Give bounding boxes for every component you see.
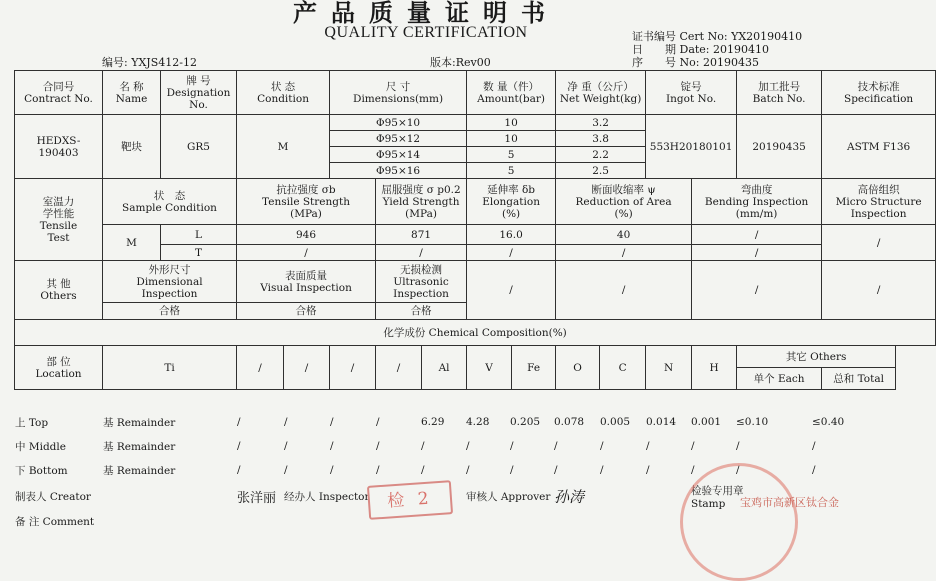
element-v: V <box>467 346 512 390</box>
visual-inspection-header: 表面质量 Visual Inspection <box>237 261 376 303</box>
doc-code: 编号: YXJS412-12 <box>102 56 197 69</box>
micro-structure-header: 高倍组织 Micro Structure Inspection <box>822 179 936 225</box>
element-h: H <box>692 346 737 390</box>
dimensions-header: 尺 寸 Dimensions(mm) <box>330 71 467 115</box>
bending-header: 弯曲度 Bending Inspection (mm/m) <box>692 179 822 225</box>
element-al: Al <box>422 346 467 390</box>
composition-cell: / <box>812 440 816 452</box>
cert-date: 日 期 Date: 20190410 <box>632 43 770 56</box>
composition-row-top <box>14 410 889 434</box>
contract-header: 合同号 Contract No. <box>15 71 103 115</box>
composition-cell: / <box>284 440 288 452</box>
composition-cell: 上 Top <box>15 416 49 429</box>
doc-version: 版本:Rev00 <box>430 56 491 69</box>
company-seal <box>680 463 798 581</box>
composition-cell: 0.001 <box>691 416 722 428</box>
dimension-cell: Φ95×10 <box>330 115 467 131</box>
visual-result: 合格 <box>237 303 376 320</box>
specification: ASTM F136 <box>822 115 936 179</box>
composition-cell: / <box>376 464 380 476</box>
others-composition-header: 其它 Others <box>737 346 896 368</box>
element-fe: Fe <box>512 346 556 390</box>
element-slot: / <box>330 346 376 390</box>
others-empty: / <box>467 261 556 320</box>
direction-l: L <box>161 225 237 245</box>
cert-serial: 序 号 No: 20190435 <box>632 56 759 69</box>
dimensional-result: 合格 <box>103 303 237 320</box>
composition-cell: 6.29 <box>421 416 445 428</box>
composition-cell: / <box>421 440 425 452</box>
dimensional-inspection-header: 外形尺寸 Dimensional Inspection <box>103 261 237 303</box>
composition-cell: / <box>284 416 288 428</box>
yield-strength-header: 屈服强度 σ p0.2 Yield Strength (MPa) <box>376 179 467 225</box>
element-slot: / <box>376 346 422 390</box>
composition-cell: / <box>466 440 470 452</box>
chemical-composition-title: 化学成份 Chemical Composition(%) <box>15 320 936 346</box>
element-ti: Ti <box>103 346 237 390</box>
composition-cell: / <box>646 440 650 452</box>
composition-cell: / <box>376 416 380 428</box>
reduction-header: 断面收缩率 ψ Reduction of Area (%) <box>556 179 692 225</box>
yield-l: 871 <box>376 225 467 245</box>
composition-cell: / <box>376 440 380 452</box>
composition-cell: / <box>691 464 695 476</box>
element-slot: / <box>237 346 284 390</box>
composition-cell: / <box>736 464 740 476</box>
amount-cell: 10 <box>467 115 556 131</box>
tensile-test-label: 室温力 学性能 Tensile Test <box>15 179 103 261</box>
composition-cell: / <box>466 464 470 476</box>
composition-cell: / <box>510 464 514 476</box>
tensile-l: 946 <box>237 225 376 245</box>
title-english: QUALITY CERTIFICATION <box>324 24 528 41</box>
composition-cell: 基 Remainder <box>103 440 176 453</box>
composition-cell: / <box>554 464 558 476</box>
ultrasonic-result: 合格 <box>376 303 467 320</box>
comment-label: 备 注 Comment <box>15 515 95 528</box>
sample-state: M <box>103 225 161 261</box>
element-o: O <box>556 346 600 390</box>
others-label: 其 他 Others <box>15 261 103 320</box>
dimension-cell: Φ95×14 <box>330 147 467 163</box>
dimension-cell: Φ95×16 <box>330 163 467 179</box>
composition-cell: / <box>691 440 695 452</box>
composition-cell: / <box>510 440 514 452</box>
composition-cell: 下 Bottom <box>15 464 68 477</box>
weight-cell: 3.8 <box>556 131 646 147</box>
ingot-no: 553H20180101 <box>646 115 737 179</box>
designation: GR5 <box>161 115 237 179</box>
bending-l: / <box>692 225 822 245</box>
seal-text: 宝鸡市高新区钛合金 <box>740 496 839 509</box>
location-header: 部 位 Location <box>15 346 103 390</box>
composition-cell: / <box>421 464 425 476</box>
composition-row-middle <box>14 434 889 458</box>
composition-cell: ≤0.10 <box>736 416 769 428</box>
total-header: 总和 Total <box>822 368 896 390</box>
name-header: 名 称 Name <box>103 71 161 115</box>
composition-cell: 4.28 <box>466 416 490 428</box>
composition-cell: 0.078 <box>554 416 585 428</box>
composition-cell: / <box>237 464 241 476</box>
composition-cell: 0.014 <box>646 416 677 428</box>
composition-cell: / <box>237 440 241 452</box>
composition-cell: / <box>600 464 604 476</box>
composition-cell: ≤0.40 <box>812 416 845 428</box>
composition-cell: / <box>237 416 241 428</box>
others-empty: / <box>692 261 822 320</box>
weight-header: 净 重（公斤） Net Weight(kg) <box>556 71 646 115</box>
yield-t: / <box>376 245 467 261</box>
reduction-t: / <box>556 245 692 261</box>
approver-signature: 孙涛 <box>554 488 585 506</box>
composition-cell: / <box>330 464 334 476</box>
stamp-cell: 检验专用章 Stamp <box>691 485 744 510</box>
creator-label: 制表人 Creator <box>15 491 91 503</box>
title-chinese: 产品质量证明书 <box>293 0 559 27</box>
dimension-cell: Φ95×12 <box>330 131 467 147</box>
weight-cell: 2.5 <box>556 163 646 179</box>
sample-condition-header: 状 态 Sample Condition <box>103 179 237 225</box>
condition-value: M <box>237 115 330 179</box>
creator-name: 张洋丽 <box>237 491 277 506</box>
composition-cell: / <box>600 440 604 452</box>
amount-header: 数 量（件） Amount(bar) <box>467 71 556 115</box>
condition-header: 状 态 Condition <box>237 71 330 115</box>
composition-cell: 基 Remainder <box>103 464 176 477</box>
grade-header: 牌 号 Designation No. <box>161 71 237 115</box>
approver-label: 审核人 Approver <box>466 491 551 503</box>
composition-cell: / <box>284 464 288 476</box>
elongation-header: 延伸率 δb Elongation (%) <box>467 179 556 225</box>
tensile-strength-header: 抗拉强度 σb Tensile Strength (MPa) <box>237 179 376 225</box>
batch-header: 加工批号 Batch No. <box>737 71 822 115</box>
composition-cell: 中 Middle <box>15 440 66 453</box>
tensile-t: / <box>237 245 376 261</box>
contract-no: HEDXS-190403 <box>15 115 103 179</box>
quality-certificate-table <box>14 70 936 390</box>
each-header: 单个 Each <box>737 368 822 390</box>
others-empty: / <box>556 261 692 320</box>
composition-cell: 0.005 <box>600 416 631 428</box>
weight-cell: 3.2 <box>556 115 646 131</box>
amount-cell: 10 <box>467 131 556 147</box>
spec-header: 技术标准 Specification <box>822 71 936 115</box>
amount-cell: 5 <box>467 147 556 163</box>
ingot-header: 锭号 Ingot No. <box>646 71 737 115</box>
batch-no: 20190435 <box>737 115 822 179</box>
elongation-t: / <box>467 245 556 261</box>
direction-t: T <box>161 245 237 261</box>
composition-cell: / <box>330 440 334 452</box>
element-n: N <box>646 346 692 390</box>
amount-cell: 5 <box>467 163 556 179</box>
micro-structure-value: / <box>822 225 936 261</box>
others-empty: / <box>822 261 936 320</box>
bending-t: / <box>692 245 822 261</box>
product-name: 靶块 <box>103 115 161 179</box>
elongation-l: 16.0 <box>467 225 556 245</box>
composition-cell: 基 Remainder <box>103 416 176 429</box>
composition-cell: / <box>330 416 334 428</box>
inspector-stamp: 检 2 <box>367 480 453 520</box>
reduction-l: 40 <box>556 225 692 245</box>
cert-no: 证书编号 Cert No: YX20190410 <box>632 30 803 43</box>
composition-cell: / <box>736 440 740 452</box>
composition-cell: / <box>554 440 558 452</box>
composition-cell: / <box>646 464 650 476</box>
ultrasonic-inspection-header: 无损检测 Ultrasonic Inspection <box>376 261 467 303</box>
weight-cell: 2.2 <box>556 147 646 163</box>
composition-cell: 0.205 <box>510 416 541 428</box>
inspector-label: 经办人 Inspector <box>284 491 370 503</box>
element-c: C <box>600 346 646 390</box>
element-slot: / <box>284 346 330 390</box>
composition-cell: / <box>812 464 816 476</box>
